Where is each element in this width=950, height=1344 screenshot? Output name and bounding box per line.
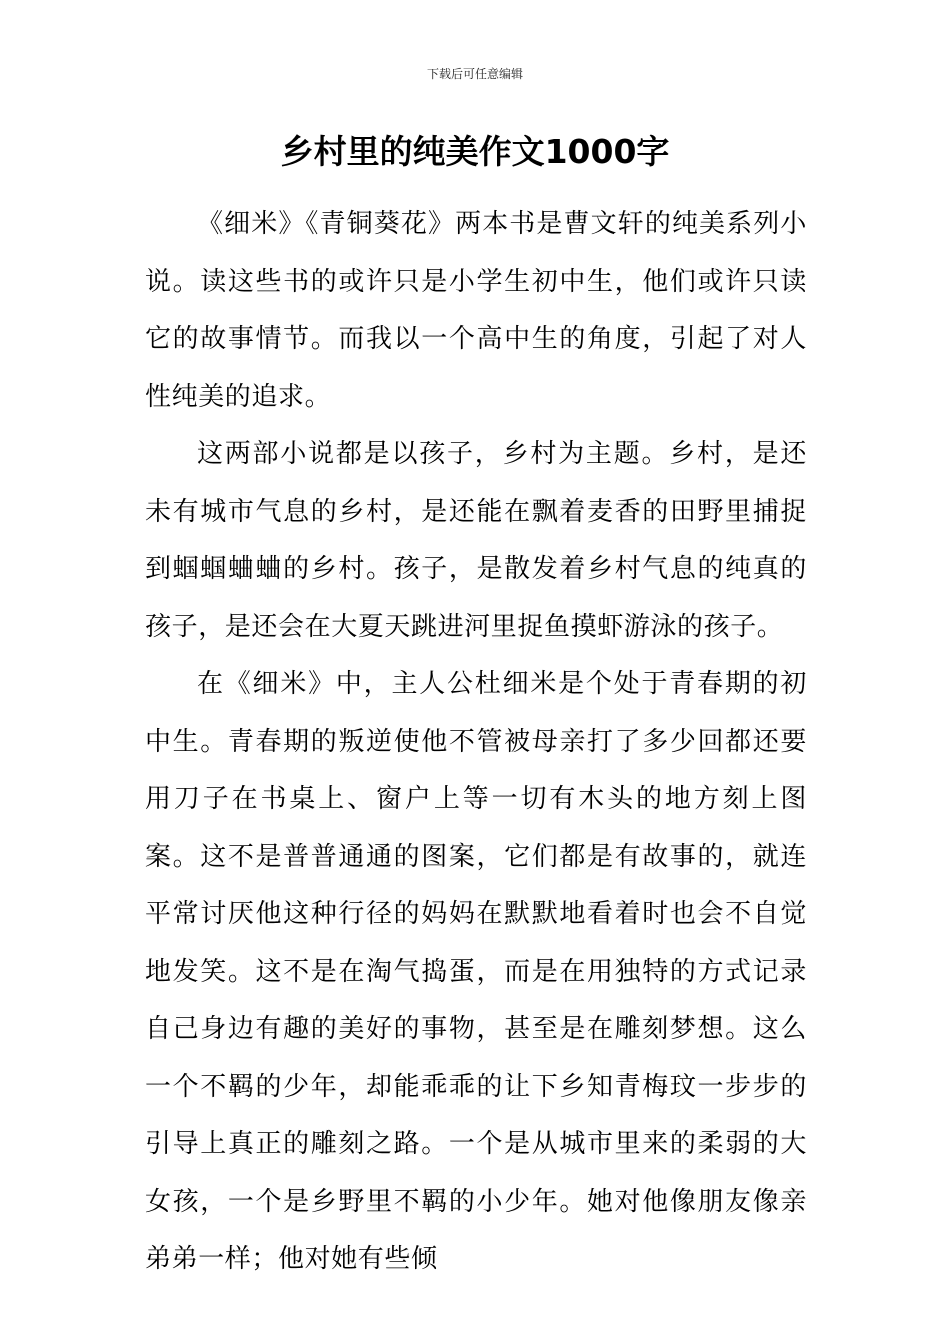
page-header-note: 下载后可任意编辑: [426, 67, 523, 81]
document-title: 乡村里的纯美作文1000字: [280, 132, 670, 171]
document-body: [145, 196, 807, 1289]
body-paragraph-3: 在《细米》中，主人公杜细米是个处于青春期的初中生。青春期的叛逆使他不管被母亲打了多少回都还要用刀子在书桌上、窗户上等一切有木头的地方刻上图案。这不是普普通通的图案，它们都是有故事的，就连平常讨厌他这种行径的妈妈在默默地看着时也会不自觉地发笑。这不是在淘气捣蛋，而是在用独特的方式记录自己身边有趣的美好的事物，甚至是在雕刻梦想。这么一个不羁的少年，却能乖乖的让下乡知青梅玟一步步的引导上真正的雕刻之路。一个是从城市里来的柔弱的大女孩，一个是乡野里不羁的小少年。她对他像朋友像亲弟弟一样；他对她有些倾: [145, 669, 807, 1274]
body-paragraph-1: 《细米》《青铜葵花》两本书是曹文轩的纯美系列小说。读这些书的或许只是小学生初中生，他们或许只读它的故事情节。而我以一个高中生的角度，引起了对人性纯美的追求。: [145, 209, 807, 412]
body-paragraph-2: 这两部小说都是以孩子，乡村为主题。乡村，是还未有城市气息的乡村，是还能在飘着麦香的田野里捕捉到蝈蝈蛐蛐的乡村。孩子，是散发着乡村气息的纯真的孩子，是还会在大夏天跳进河里捉鱼摸虾游泳的孩子。: [145, 439, 807, 642]
